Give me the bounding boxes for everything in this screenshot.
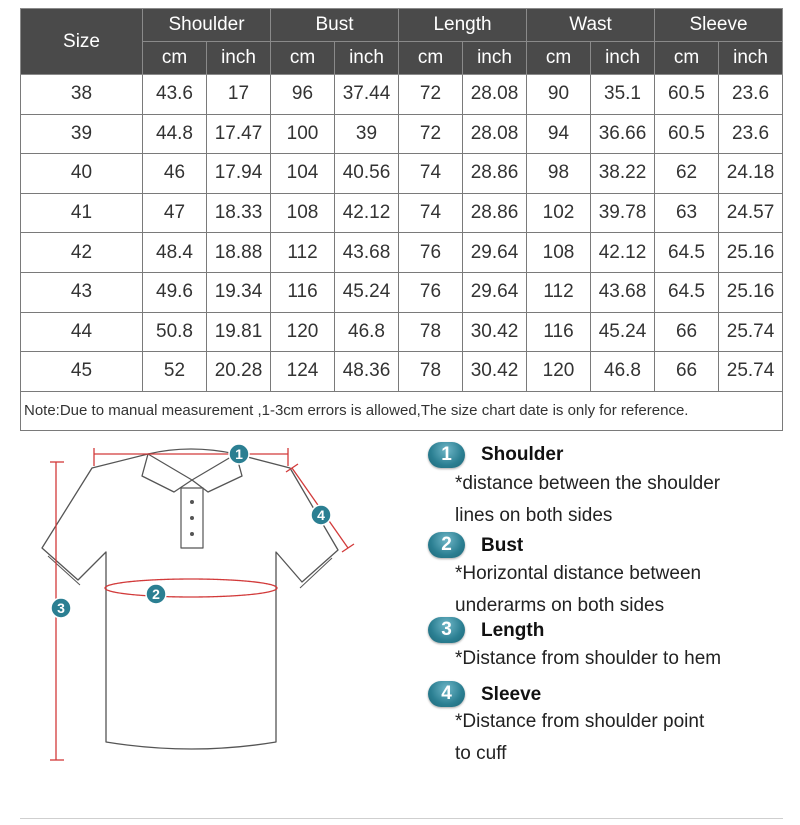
measurement-cell: 78 <box>399 312 463 352</box>
group-header-length: Length <box>399 9 527 42</box>
measurement-cell: 25.74 <box>719 312 783 352</box>
measurement-cell: 108 <box>527 233 591 273</box>
measurement-cell: 25.16 <box>719 272 783 312</box>
unit-header-inch: inch <box>335 42 399 75</box>
measurement-cell: 98 <box>527 154 591 194</box>
measurement-cell: 38.22 <box>591 154 655 194</box>
measurement-cell: 28.08 <box>463 75 527 115</box>
measurement-cell: 102 <box>527 193 591 233</box>
measurement-cell: 78 <box>399 352 463 392</box>
size-cell: 39 <box>21 114 143 154</box>
legend-badge-2: 2 <box>428 532 465 558</box>
measurement-cell: 46 <box>143 154 207 194</box>
legend-desc-sleeve-line-2: to cuff <box>455 743 507 764</box>
unit-header-cm: cm <box>527 42 591 75</box>
measurement-cell: 25.16 <box>719 233 783 273</box>
size-cell: 43 <box>21 272 143 312</box>
measurement-cell: 46.8 <box>335 312 399 352</box>
legend-desc-shoulder-line-2: lines on both sides <box>455 505 613 526</box>
table-row <box>21 193 783 233</box>
size-header: Size <box>21 9 143 75</box>
legend-desc-length-line-1: *Distance from shoulder to hem <box>455 648 722 669</box>
measurement-cell: 62 <box>655 154 719 194</box>
measurement-cell: 46.8 <box>591 352 655 392</box>
measurement-cell: 17.94 <box>207 154 271 194</box>
measurement-cell: 30.42 <box>463 312 527 352</box>
measurement-cell: 28.86 <box>463 193 527 233</box>
measurement-cell: 116 <box>271 272 335 312</box>
measurement-cell: 64.5 <box>655 233 719 273</box>
measurement-cell: 17.47 <box>207 114 271 154</box>
marker-3-label: 3 <box>57 600 65 616</box>
marker-2 <box>146 584 166 604</box>
measurement-cell: 23.6 <box>719 75 783 115</box>
unit-header-cm: cm <box>399 42 463 75</box>
unit-header-inch: inch <box>591 42 655 75</box>
measurement-cell: 49.6 <box>143 272 207 312</box>
measurement-cell: 43.68 <box>335 233 399 273</box>
measurement-cell: 29.64 <box>463 233 527 273</box>
marker-1 <box>229 444 249 464</box>
measurement-cell: 18.88 <box>207 233 271 273</box>
measurement-cell: 42.12 <box>335 193 399 233</box>
size-chart-table <box>20 8 783 431</box>
size-cell: 45 <box>21 352 143 392</box>
measurement-cell: 108 <box>271 193 335 233</box>
measurement-cell: 28.08 <box>463 114 527 154</box>
legend-badge-3: 3 <box>428 617 465 643</box>
measurement-cell: 66 <box>655 352 719 392</box>
group-header-sleeve: Sleeve <box>655 9 783 42</box>
measurement-cell: 45.24 <box>591 312 655 352</box>
measurement-cell: 19.34 <box>207 272 271 312</box>
measurement-cell: 45.24 <box>335 272 399 312</box>
measurement-cell: 60.5 <box>655 114 719 154</box>
measurement-cell: 43.6 <box>143 75 207 115</box>
table-row <box>21 75 783 115</box>
measurement-cell: 29.64 <box>463 272 527 312</box>
measurement-cell: 18.33 <box>207 193 271 233</box>
measurement-cell: 112 <box>271 233 335 273</box>
measurement-cell: 52 <box>143 352 207 392</box>
legend-desc-bust-line-2: underarms on both sides <box>455 595 665 616</box>
measurement-cell: 74 <box>399 154 463 194</box>
measurement-cell: 48.36 <box>335 352 399 392</box>
size-cell: 38 <box>21 75 143 115</box>
measurement-cell: 24.18 <box>719 154 783 194</box>
measurement-cell: 74 <box>399 193 463 233</box>
table-row <box>21 352 783 392</box>
unit-header-inch: inch <box>207 42 271 75</box>
shirt-button <box>190 516 194 520</box>
marker-4 <box>311 505 331 525</box>
measurement-cell: 20.28 <box>207 352 271 392</box>
measurement-cell: 19.81 <box>207 312 271 352</box>
measurement-cell: 116 <box>527 312 591 352</box>
unit-header-cm: cm <box>655 42 719 75</box>
table-row <box>21 272 783 312</box>
size-cell: 41 <box>21 193 143 233</box>
shirt-button <box>190 500 194 504</box>
measurement-cell: 120 <box>527 352 591 392</box>
measurement-cell: 47 <box>143 193 207 233</box>
legend-desc-sleeve-line-1: *Distance from shoulder point <box>455 711 705 732</box>
unit-header-inch: inch <box>463 42 527 75</box>
measurement-cell: 72 <box>399 114 463 154</box>
measurement-cell: 120 <box>271 312 335 352</box>
measurement-cell: 23.6 <box>719 114 783 154</box>
measurement-cell: 100 <box>271 114 335 154</box>
measurement-cell: 66 <box>655 312 719 352</box>
legend-title-bust: Bust <box>481 535 524 556</box>
measurement-cell: 43.68 <box>591 272 655 312</box>
measurement-cell: 42.12 <box>591 233 655 273</box>
bottom-divider <box>20 818 783 819</box>
measurement-cell: 104 <box>271 154 335 194</box>
measurement-cell: 24.57 <box>719 193 783 233</box>
note-row <box>21 391 783 430</box>
measurement-cell: 76 <box>399 233 463 273</box>
measurement-cell: 50.8 <box>143 312 207 352</box>
legend-desc-bust-line-1: *Horizontal distance between <box>455 563 702 584</box>
marker-1-label: 1 <box>235 446 243 462</box>
size-cell: 40 <box>21 154 143 194</box>
marker-4-label: 4 <box>317 507 325 523</box>
measurement-cell: 64.5 <box>655 272 719 312</box>
measurement-cell: 39.78 <box>591 193 655 233</box>
measurement-cell: 63 <box>655 193 719 233</box>
measurement-cell: 37.44 <box>335 75 399 115</box>
measurement-cell: 17 <box>207 75 271 115</box>
size-cell: 44 <box>21 312 143 352</box>
measurement-cell: 96 <box>271 75 335 115</box>
measurement-cell: 28.86 <box>463 154 527 194</box>
measurement-cell: 44.8 <box>143 114 207 154</box>
group-header-shoulder: Shoulder <box>143 9 271 42</box>
measurement-cell: 25.74 <box>719 352 783 392</box>
measurement-cell: 39 <box>335 114 399 154</box>
marker-3 <box>51 598 71 618</box>
table-row <box>21 312 783 352</box>
measurement-cell: 90 <box>527 75 591 115</box>
measurement-cell: 124 <box>271 352 335 392</box>
unit-header-inch: inch <box>719 42 783 75</box>
group-header-waist: Wast <box>527 9 655 42</box>
shirt-measurement-diagram <box>30 432 400 762</box>
legend-title-shoulder: Shoulder <box>481 444 564 465</box>
measurement-cell: 30.42 <box>463 352 527 392</box>
measurement-cell: 94 <box>527 114 591 154</box>
measurement-cell: 60.5 <box>655 75 719 115</box>
measurement-cell: 48.4 <box>143 233 207 273</box>
legend-title-sleeve: Sleeve <box>481 684 542 705</box>
unit-header-cm: cm <box>271 42 335 75</box>
legend-badge-4: 4 <box>428 681 465 707</box>
measurement-cell: 36.66 <box>591 114 655 154</box>
legend-badge-1: 1 <box>428 442 465 468</box>
legend-title-length: Length <box>481 620 545 641</box>
measurement-cell: 40.56 <box>335 154 399 194</box>
legend-desc-shoulder-line-1: *distance between the shoulder <box>455 473 721 494</box>
measurement-cell: 35.1 <box>591 75 655 115</box>
size-table-body <box>21 75 783 431</box>
shirt-button <box>190 532 194 536</box>
group-header-bust: Bust <box>271 9 399 42</box>
marker-2-label: 2 <box>152 586 160 602</box>
measurement-cell: 72 <box>399 75 463 115</box>
size-cell: 42 <box>21 233 143 273</box>
table-row <box>21 154 783 194</box>
table-row <box>21 114 783 154</box>
table-row <box>21 233 783 273</box>
measurement-note: Note:Due to manual measurement ,1-3cm errors is allowed,The size chart date is only for reference. <box>21 391 783 430</box>
measurement-cell: 76 <box>399 272 463 312</box>
shirt-outline <box>42 449 338 749</box>
measurement-cell: 112 <box>527 272 591 312</box>
unit-header-cm: cm <box>143 42 207 75</box>
